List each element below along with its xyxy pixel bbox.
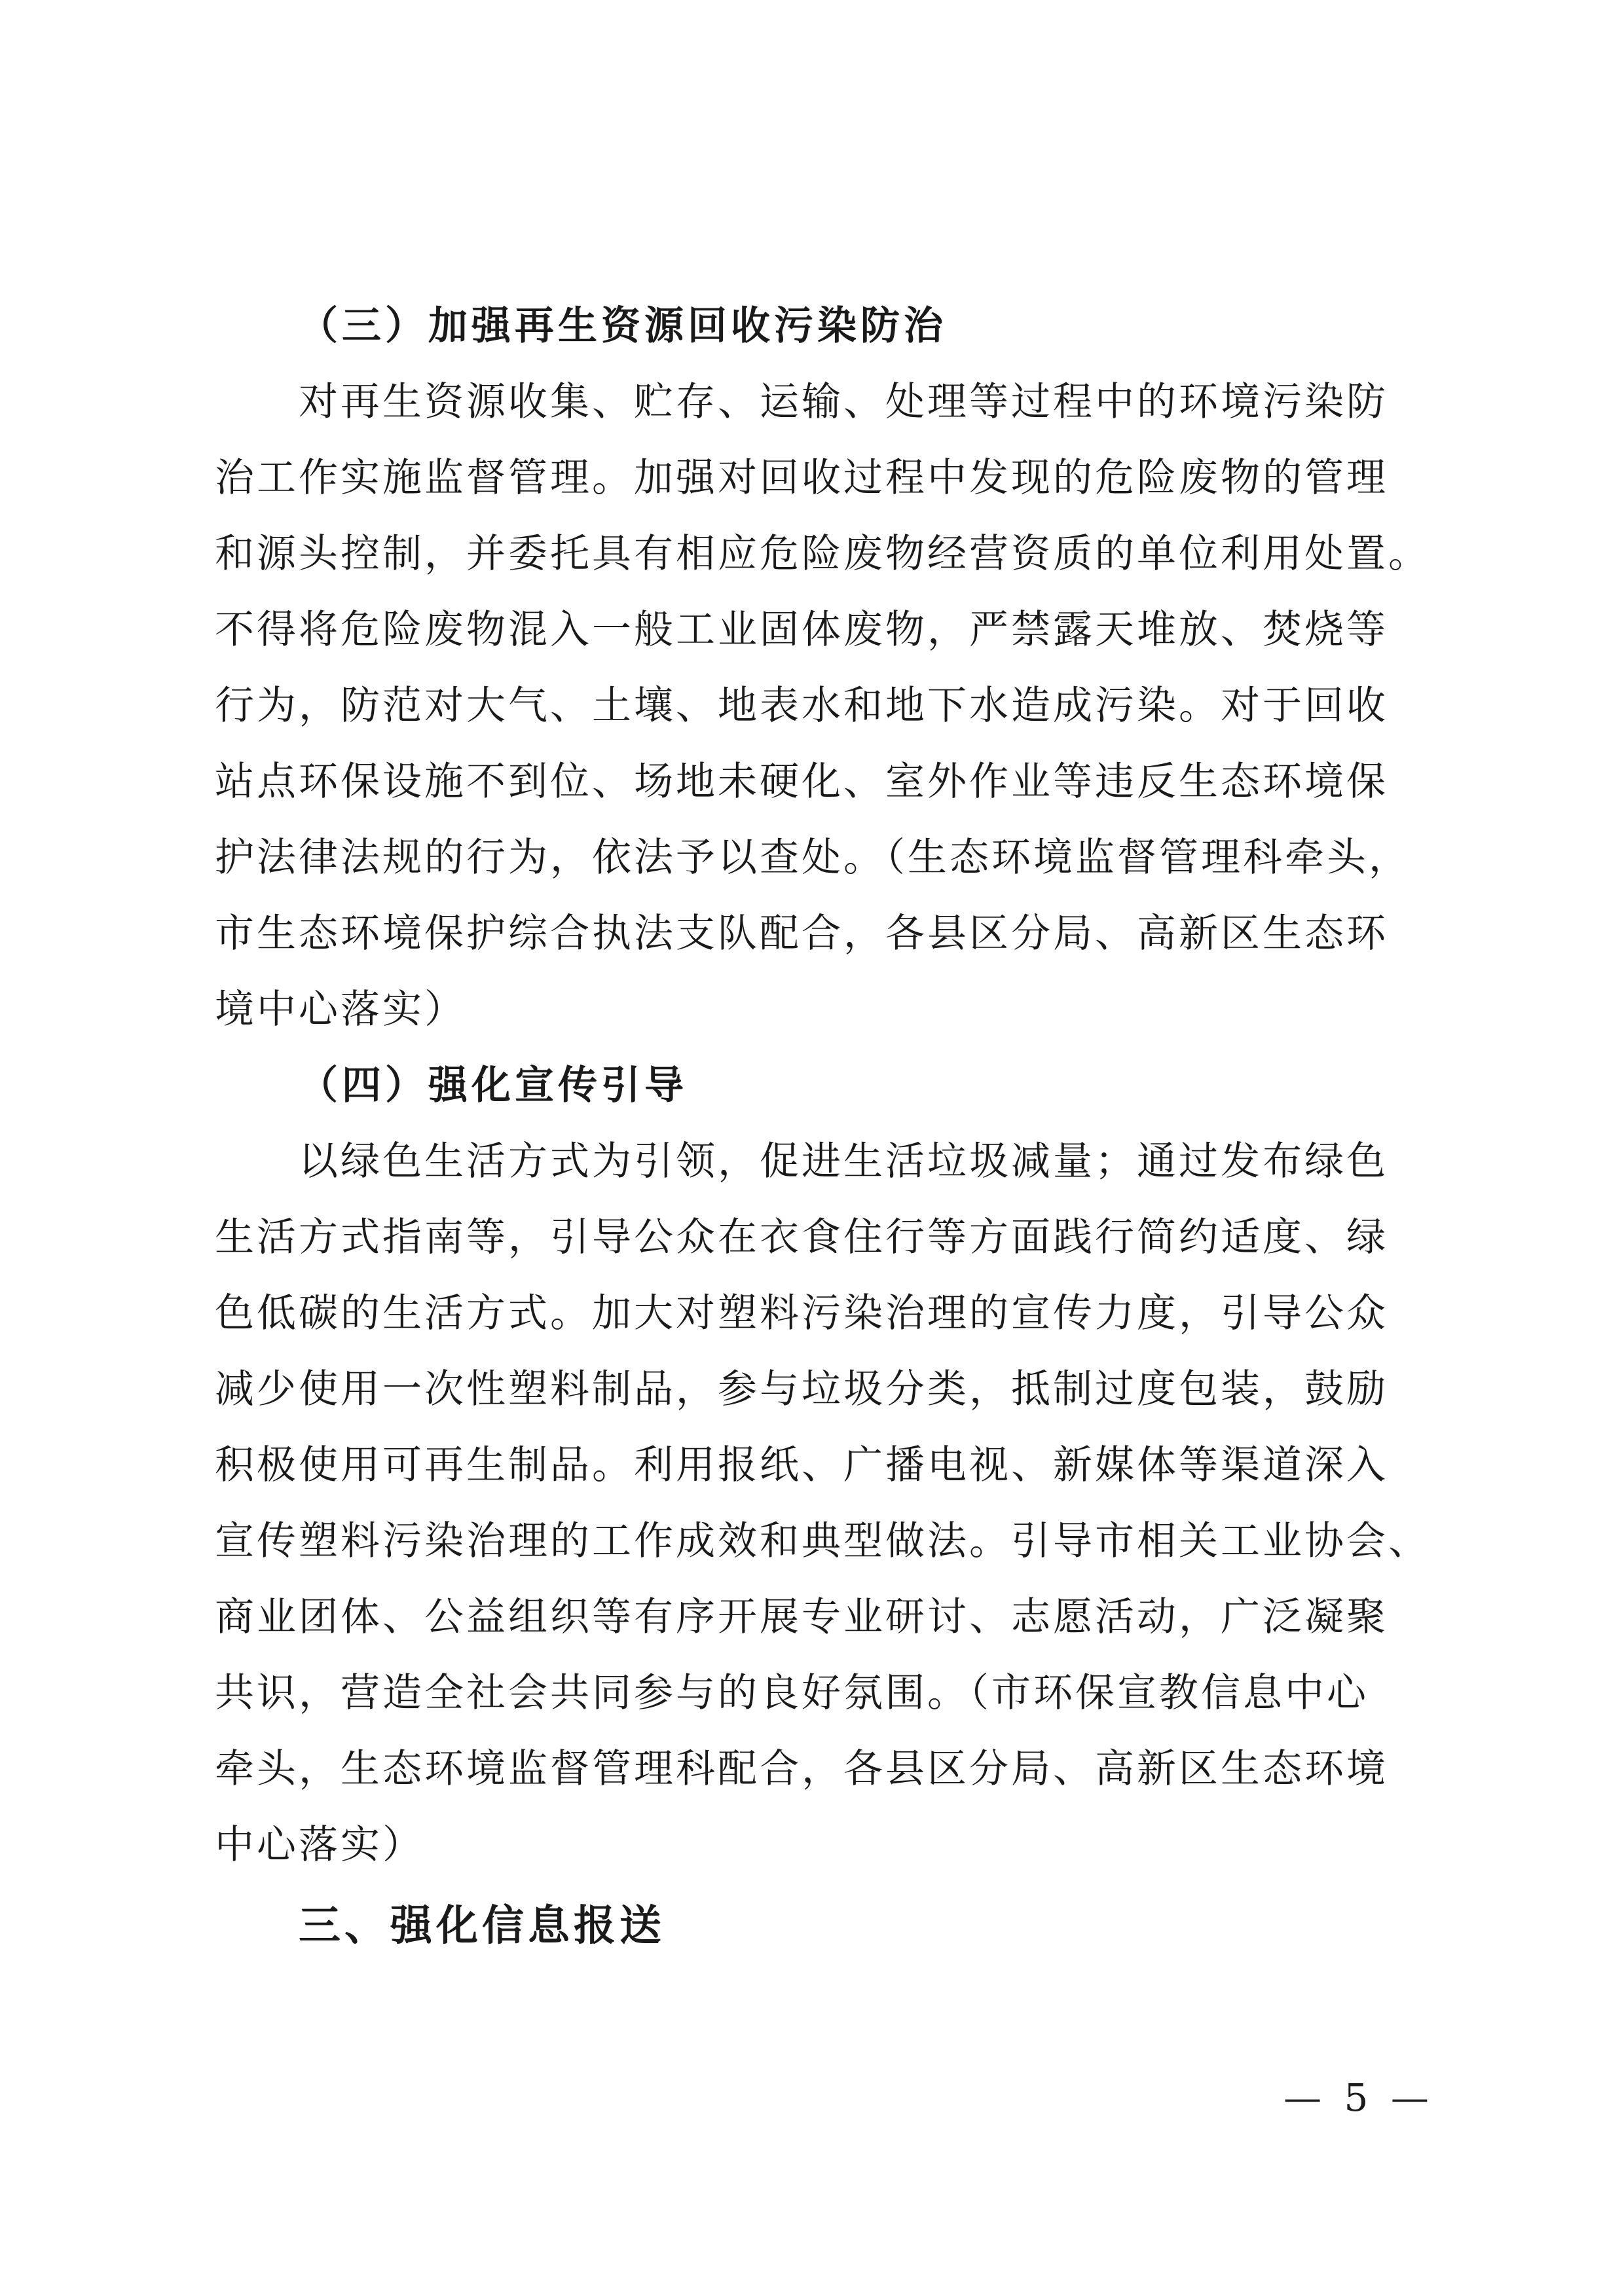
paragraph-line: 宣传塑料污染治理的工作成效和典型做法。引导市相关工业协会、 [215,1518,1430,1564]
paragraph-line: 积极使用可再生制品。利用报纸、广播电视、新媒体等渠道深入 [215,1442,1388,1488]
subsection-heading-3: （三）加强再生资源回收污染防治 [299,303,947,349]
paragraph-line: 治工作实施监督管理。加强对回收过程中发现的危险废物的管理 [215,455,1388,501]
page-number: — 5 — [1283,2075,1434,2120]
paragraph-line: 共识，营造全社会共同参与的良好氛围。（市环保宣教信息中心 [215,1670,1369,1716]
paragraph-line: 不得将危险废物混入一般工业固体废物，严禁露天堆放、焚烧等 [215,607,1388,653]
paragraph-line: 和源头控制，并委托具有相应危险废物经营资质的单位利用处置。 [215,531,1430,577]
paragraph-line: 商业团体、公益组织等有序开展专业研讨、志愿活动，广泛凝聚 [215,1594,1388,1640]
paragraph-line: 行为，防范对大气、土壤、地表水和地下水造成污染。对于回收 [215,683,1388,729]
paragraph-line: 生活方式指南等，引导公众在衣食住行等方面践行简约适度、绿 [215,1214,1388,1260]
paragraph-line: 对再生资源收集、贮存、运输、处理等过程中的环境污染防 [299,379,1388,425]
paragraph-line: 境中心落实） [215,987,466,1032]
paragraph-line: 市生态环境保护综合执法支队配合，各县区分局、高新区生态环 [215,911,1388,957]
subsection-heading-4: （四）强化宣传引导 [299,1063,688,1108]
paragraph-line: 护法律法规的行为，依法予以查处。（生态环境监督管理科牵头， [215,835,1411,881]
paragraph-line: 牵头，生态环境监督管理科配合，各县区分局、高新区生态环境 [215,1746,1388,1792]
document-body [215,288,1430,1964]
paragraph-line: 色低碳的生活方式。加大对塑料污染治理的宣传力度，引导公众 [215,1290,1388,1336]
paragraph-line: 以绿色生活方式为引领，促进生活垃圾减量；通过发布绿色 [299,1139,1388,1184]
section-heading-3: 三、强化信息报送 [299,1902,665,1950]
paragraph-line: 站点环保设施不到位、场地未硬化、室外作业等违反生态环境保 [215,759,1388,805]
paragraph-line: 减少使用一次性塑料制品，参与垃圾分类，抵制过度包装，鼓励 [215,1366,1388,1412]
paragraph-line: 中心落实） [215,1822,424,1868]
